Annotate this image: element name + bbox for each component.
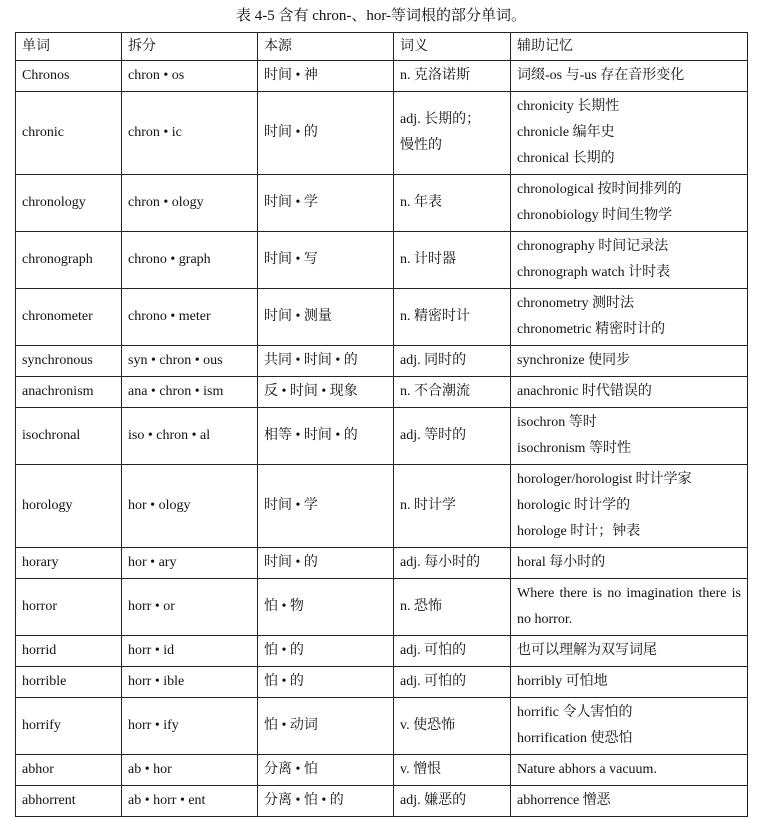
memory-line: chronometry 测时法 (517, 296, 635, 311)
meaning-cell (394, 667, 511, 698)
split-cell: chrono • graph (122, 232, 258, 289)
header-origin: 本源 (258, 33, 394, 61)
memory-cell (511, 289, 748, 346)
table-row (16, 346, 748, 377)
memory-line: chronobiology 时间生物学 (517, 208, 673, 223)
meaning-cell (394, 755, 511, 786)
table-row (16, 636, 748, 667)
origin-cell: 相等 • 时间 • 的 (258, 408, 394, 465)
origin-cell: 怕 • 物 (258, 579, 394, 636)
table-row (16, 667, 748, 698)
meaning-line: 慢性的 (400, 138, 442, 153)
memory-cell (511, 232, 748, 289)
memory-line: abhorrence 憎恶 (517, 793, 611, 808)
meaning-cell (394, 61, 511, 92)
table-row (16, 755, 748, 786)
split-cell: ab • hor (122, 755, 258, 786)
memory-cell (511, 636, 748, 667)
memory-cell (511, 346, 748, 377)
table-caption: 表 4-5 含有 chron-、hor-等词根的部分单词。 (235, 8, 527, 24)
word-root-table (15, 32, 748, 817)
meaning-cell (394, 232, 511, 289)
word-cell: synchronous (16, 346, 122, 377)
meaning-line: n. 恐怖 (400, 599, 442, 614)
word-cell: horology (16, 465, 122, 548)
split-cell: horr • or (122, 579, 258, 636)
memory-cell (511, 61, 748, 92)
table-row (16, 377, 748, 408)
memory-cell (511, 755, 748, 786)
origin-cell: 时间 • 的 (258, 92, 394, 175)
memory-line: 词缀-os 与-us 存在音形变化 (517, 68, 685, 83)
memory-line: chronometric 精密时计的 (517, 322, 666, 337)
table-body (16, 61, 748, 817)
memory-line: horologer/horologist 时计学家 (517, 472, 692, 487)
word-cell: horrify (16, 698, 122, 755)
memory-line: Nature abhors a vacuum. (517, 762, 657, 777)
memory-line: chronography 时间记录法 (517, 239, 669, 254)
meaning-line: n. 时计学 (400, 498, 456, 513)
meaning-line: v. 使恐怖 (400, 718, 456, 733)
memory-line: horal 每小时的 (517, 555, 606, 570)
split-cell: syn • chron • ous (122, 346, 258, 377)
meaning-cell (394, 465, 511, 548)
split-cell: chron • ic (122, 92, 258, 175)
memory-line: 也可以理解为双写词尾 (517, 643, 657, 658)
memory-line: horologe 时计；钟表 (517, 524, 641, 539)
table-row (16, 289, 748, 346)
meaning-cell (394, 408, 511, 465)
origin-cell: 分离 • 怕 • 的 (258, 786, 394, 817)
word-cell: isochronal (16, 408, 122, 465)
split-cell: chron • ology (122, 175, 258, 232)
split-cell: chron • os (122, 61, 258, 92)
meaning-line: adj. 同时的 (400, 353, 467, 368)
origin-cell: 怕 • 的 (258, 636, 394, 667)
memory-line: chronicle 编年史 (517, 125, 615, 140)
split-cell: horr • id (122, 636, 258, 667)
origin-cell: 怕 • 动词 (258, 698, 394, 755)
meaning-cell (394, 346, 511, 377)
header-row (16, 33, 748, 61)
memory-line: chronical 长期的 (517, 151, 615, 166)
word-cell: horrid (16, 636, 122, 667)
split-cell: chrono • meter (122, 289, 258, 346)
table-row (16, 92, 748, 175)
word-cell: horary (16, 548, 122, 579)
memory-cell (511, 548, 748, 579)
origin-cell: 时间 • 写 (258, 232, 394, 289)
origin-cell: 时间 • 测量 (258, 289, 394, 346)
memory-cell (511, 698, 748, 755)
origin-cell: 时间 • 学 (258, 175, 394, 232)
split-cell: horr • ible (122, 667, 258, 698)
meaning-line: n. 不合潮流 (400, 384, 470, 399)
table-row (16, 698, 748, 755)
meaning-line: adj. 等时的 (400, 428, 467, 443)
split-cell: ab • horr • ent (122, 786, 258, 817)
word-cell: abhorrent (16, 786, 122, 817)
table-row (16, 175, 748, 232)
meaning-cell (394, 636, 511, 667)
meaning-line: v. 憎恨 (400, 762, 442, 777)
table-row (16, 408, 748, 465)
origin-cell: 分离 • 怕 (258, 755, 394, 786)
memory-line: horrification 使恐怕 (517, 731, 633, 746)
header-memory: 辅助记忆 (511, 33, 748, 61)
word-cell: chronometer (16, 289, 122, 346)
split-cell: horr • ify (122, 698, 258, 755)
table-row (16, 579, 748, 636)
memory-line: anachronic 时代错误的 (517, 384, 652, 399)
table-row (16, 786, 748, 817)
header-meaning: 词义 (394, 33, 511, 61)
word-cell: abhor (16, 755, 122, 786)
memory-line: chronograph watch 计时表 (517, 265, 671, 280)
word-cell: Chronos (16, 61, 122, 92)
meaning-line: adj. 可怕的 (400, 674, 467, 689)
meaning-line: adj. 每小时的 (400, 555, 481, 570)
header-split: 拆分 (122, 33, 258, 61)
memory-line: Where there is no imagination there is no horror. (517, 586, 741, 627)
memory-line: horribly 可怕地 (517, 674, 608, 689)
memory-line: isochron 等时 (517, 415, 597, 430)
word-cell: anachronism (16, 377, 122, 408)
word-cell: horrible (16, 667, 122, 698)
memory-cell (511, 579, 748, 636)
memory-cell (511, 408, 748, 465)
origin-cell: 时间 • 的 (258, 548, 394, 579)
memory-line: horrific 令人害怕的 (517, 705, 633, 720)
split-cell: hor • ary (122, 548, 258, 579)
memory-cell (511, 175, 748, 232)
origin-cell: 共同 • 时间 • 的 (258, 346, 394, 377)
origin-cell: 时间 • 学 (258, 465, 394, 548)
table-row (16, 465, 748, 548)
origin-cell: 反 • 时间 • 现象 (258, 377, 394, 408)
table-row (16, 61, 748, 92)
memory-line: chronological 按时间排列的 (517, 182, 682, 197)
meaning-line: n. 年表 (400, 195, 442, 210)
meaning-cell (394, 175, 511, 232)
meaning-line: n. 计时器 (400, 252, 456, 267)
meaning-cell (394, 92, 511, 175)
meaning-cell (394, 786, 511, 817)
split-cell: iso • chron • al (122, 408, 258, 465)
word-cell: chronograph (16, 232, 122, 289)
header-word: 单词 (16, 33, 122, 61)
origin-cell: 怕 • 的 (258, 667, 394, 698)
meaning-line: adj. 长期的； (400, 112, 481, 127)
memory-cell (511, 377, 748, 408)
word-cell: horror (16, 579, 122, 636)
memory-cell (511, 92, 748, 175)
origin-cell: 时间 • 神 (258, 61, 394, 92)
split-cell: ana • chron • ism (122, 377, 258, 408)
meaning-line: n. 克洛诺斯 (400, 68, 470, 83)
table-row (16, 548, 748, 579)
meaning-cell (394, 289, 511, 346)
meaning-cell (394, 698, 511, 755)
meaning-cell (394, 579, 511, 636)
table-row (16, 232, 748, 289)
meaning-line: adj. 嫌恶的 (400, 793, 467, 808)
meaning-cell (394, 548, 511, 579)
memory-cell (511, 667, 748, 698)
memory-line: isochronism 等时性 (517, 441, 631, 456)
meaning-cell (394, 377, 511, 408)
memory-line: horologic 时计学的 (517, 498, 631, 513)
meaning-line: adj. 可怕的 (400, 643, 467, 658)
memory-cell (511, 465, 748, 548)
memory-line: chronicity 长期性 (517, 99, 620, 114)
memory-cell (511, 786, 748, 817)
meaning-line: n. 精密时计 (400, 309, 470, 324)
word-cell: chronology (16, 175, 122, 232)
split-cell: hor • ology (122, 465, 258, 548)
memory-line: synchronize 使同步 (517, 353, 631, 368)
word-cell: chronic (16, 92, 122, 175)
